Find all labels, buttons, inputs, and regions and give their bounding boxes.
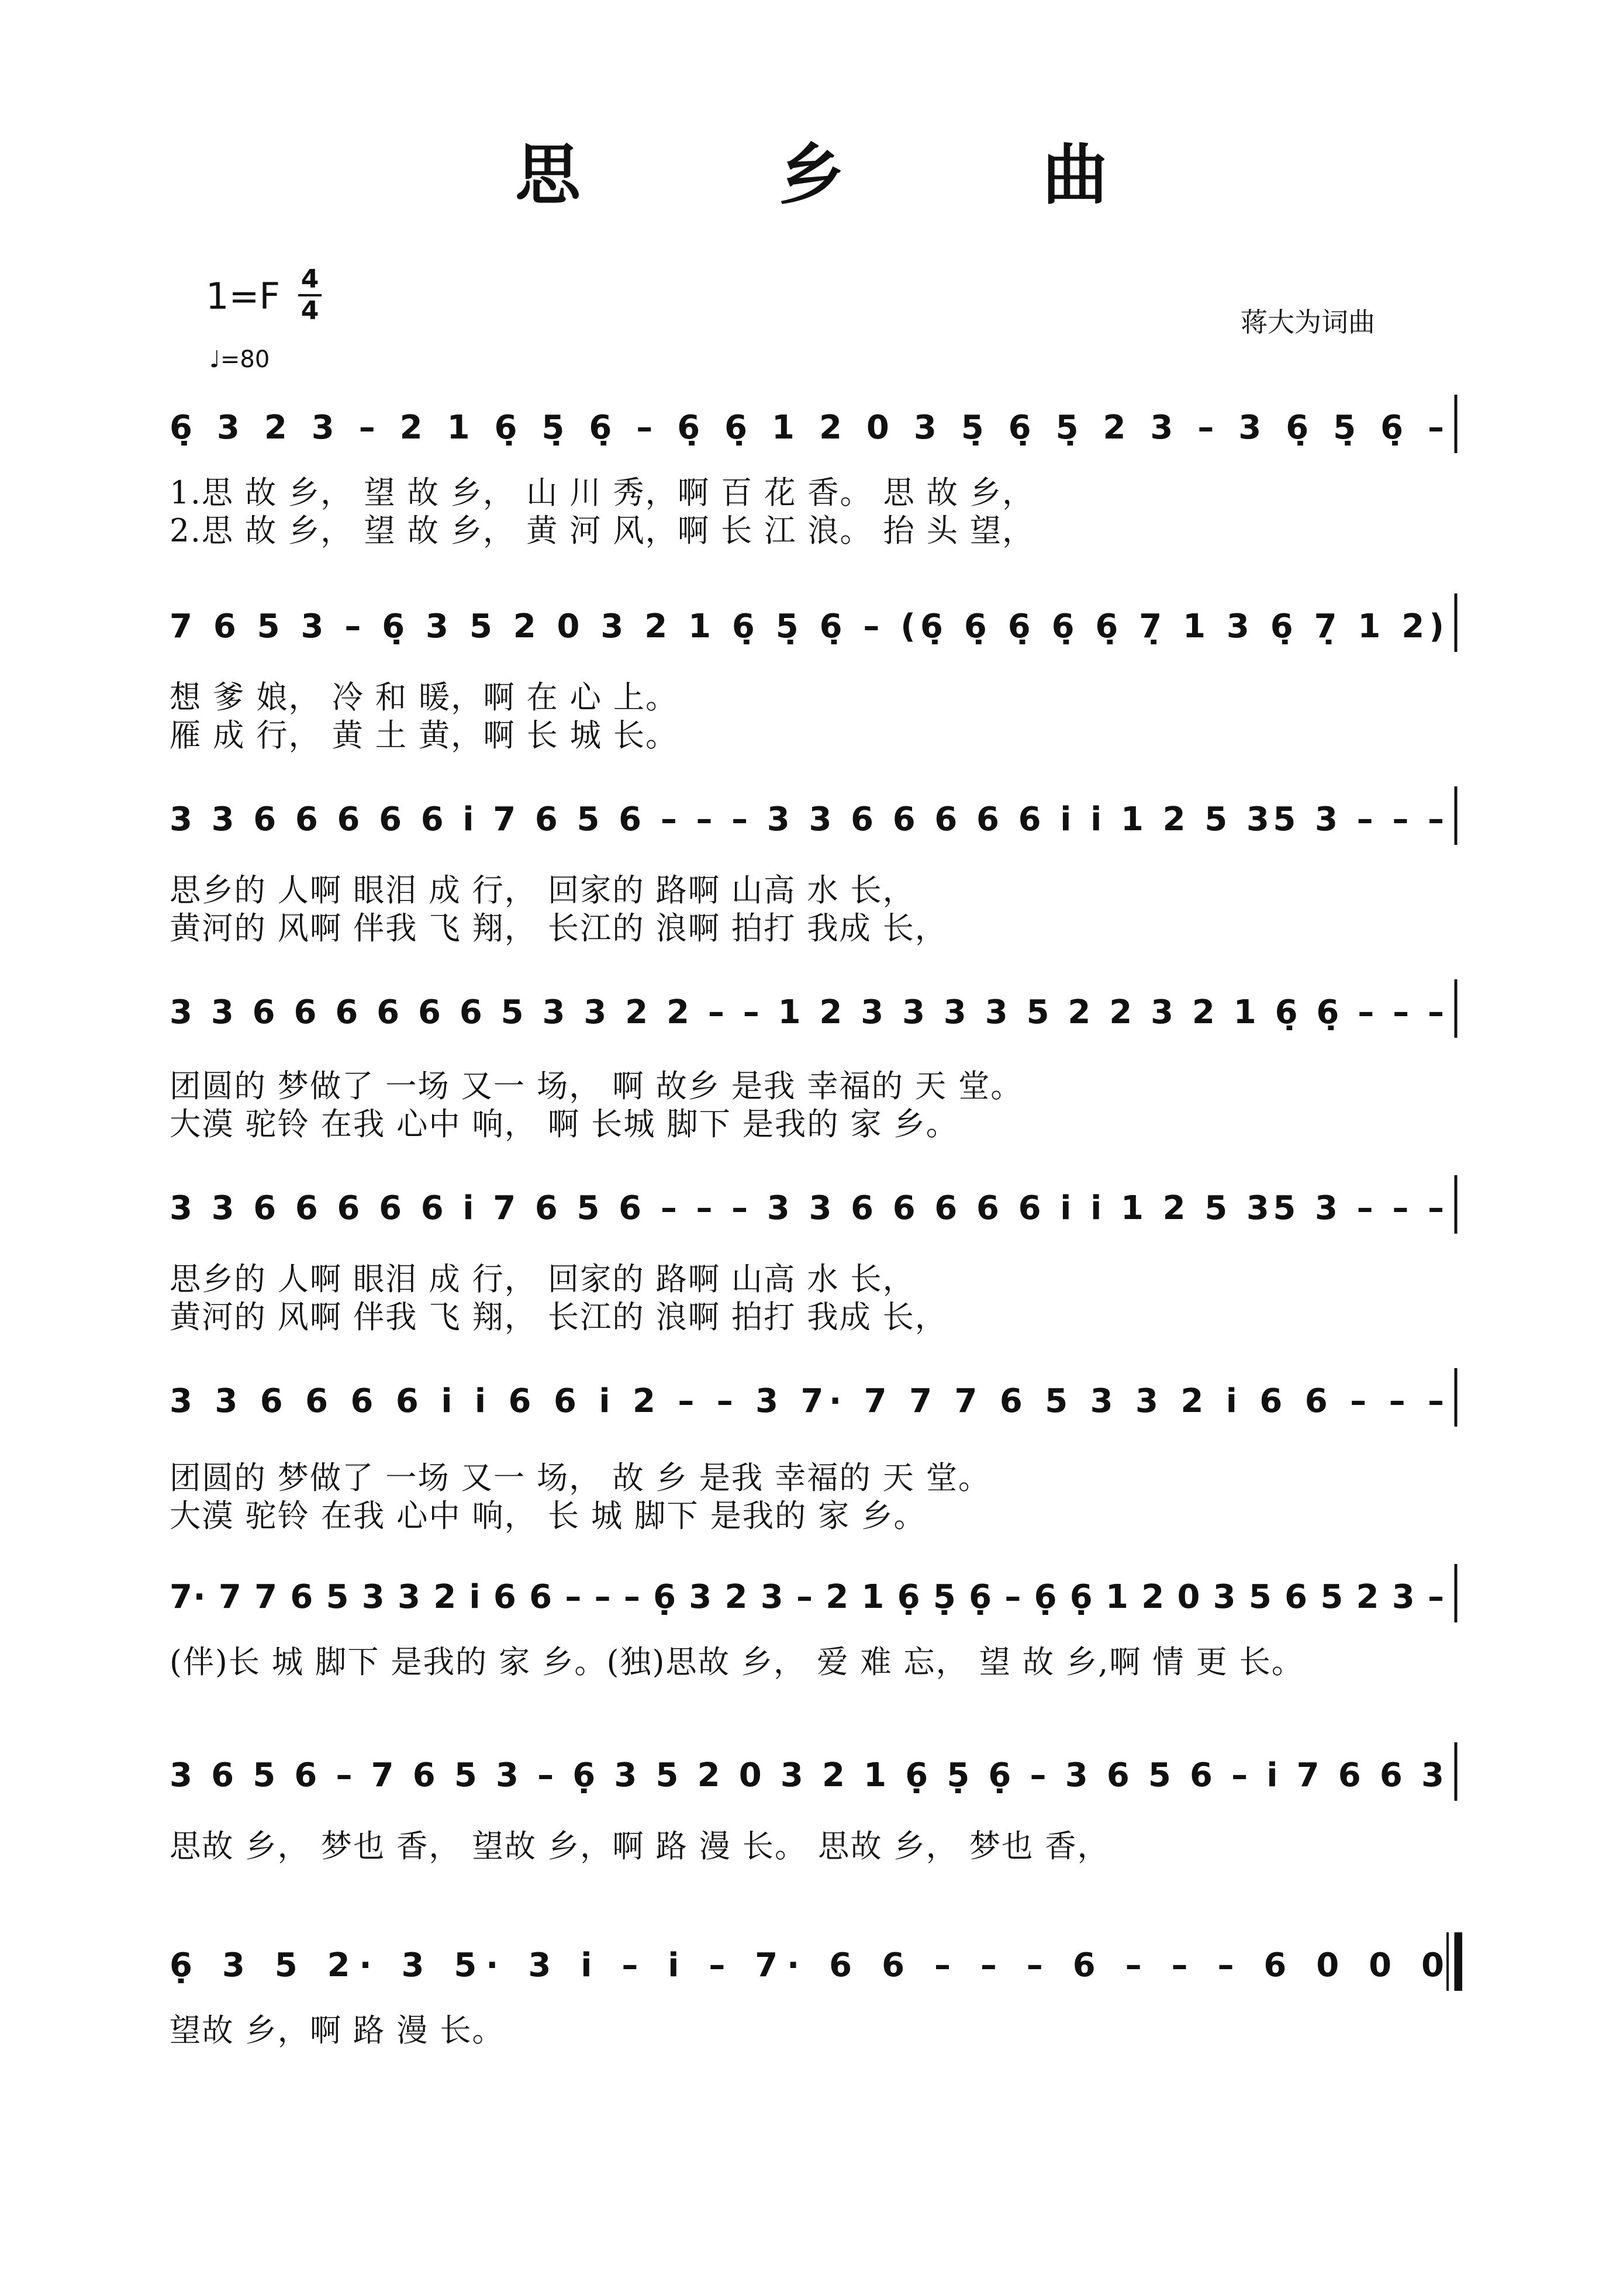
lyric-line: 黄河的 风啊 伴我 飞 翔， 长江的 浪啊 拍打 我成 长，: [170, 910, 948, 947]
notation-row: 6̣ 3 2 3 – 2 1 6̣ 5̣ 6̣ – 6̣ 6̣ 1 2 0 3 5̣ 6̣ 5̣ 2 3 – 3 6̣ 5̣ 6̣ –: [170, 409, 1444, 447]
lyric-line: 2.思 故 乡， 望 故 乡， 黄 河 风，啊 长 江 浪。 抬 头 望，: [170, 512, 1035, 549]
song-title: 思 乡 曲: [515, 137, 1196, 213]
notation-row: 3 3 6 6 6 6 i i 6 6 i 2 – – 3 7· 7 7 7 6 5 3 3 2 i 6 6 – – –: [170, 1382, 1444, 1420]
lyric-line: 团圆的 梦做了 一场 又一 场， 啊 故乡 是我 幸福的 天 堂。: [170, 1068, 1023, 1104]
tempo-marking: ♩=80: [209, 346, 270, 373]
notation-row: 3 6 5 6 – 7 6 5 3 – 6̣ 3 5 2 0 3 2 1 6̣ 5̣ 6̣ – 3 6 5 6 – i 7 6 6 3: [170, 1756, 1445, 1794]
notation-row: 3 3 6 6 6 6 6 i 7 6 5 6 – – – 3 3 6 6 6 6 6 i i 1 2 5 35 3 – – –: [170, 1189, 1445, 1227]
key-signature: 1=F: [206, 275, 281, 317]
lyric-line: 雁 成 行， 黄 土 黄，啊 长 城 长。: [170, 717, 678, 754]
lyric-line: 望故 乡，啊 路 漫 长。: [170, 2012, 505, 2049]
notation-row: 7 6 5 3 – 6̣ 3 5 2 0 3 2 1 6̣ 5̣ 6̣ – (6̣ 6̣ 6̣ 6̣ 6̣ 7̣ 1 3 6̣ 7̣ 1 2): [170, 607, 1444, 645]
notation-row: 6̣ 3 5 2· 3 5· 3 i – i – 7· 6 6 – – – 6 – – – 6 0 0 0: [170, 1946, 1444, 1984]
lyric-line: 思乡的 人啊 眼泪 成 行， 回家的 路啊 山高 水 长，: [170, 872, 915, 909]
lyric-line: (伴)长 城 脚下 是我的 家 乡。(独)思故 乡， 爱 难 忘， 望 故 乡,啊 情 更 长。: [170, 1644, 1304, 1680]
lyric-line: 大漠 驼铃 在我 心中 响， 啊 长城 脚下 是我的 家 乡。: [170, 1106, 959, 1142]
lyric-line: 大漠 驼铃 在我 心中 响， 长 城 脚下 是我的 家 乡。: [170, 1497, 926, 1534]
lyric-line: 思乡的 人啊 眼泪 成 行， 回家的 路啊 山高 水 长，: [170, 1261, 915, 1297]
time-signature-top: 4: [301, 264, 319, 294]
time-signature-bottom: 4: [301, 296, 319, 326]
lyric-line: 黄河的 风啊 伴我 飞 翔， 长江的 浪啊 拍打 我成 长，: [170, 1299, 948, 1335]
lyric-line: 1.思 故 乡， 望 故 乡， 山 川 秀，啊 百 花 香。 思 故 乡，: [170, 474, 1035, 511]
lyric-line: 团圆的 梦做了 一场 又一 场， 故 乡 是我 幸福的 天 堂。: [170, 1459, 991, 1496]
lyric-line: 想 爹 娘， 冷 和 暖，啊 在 心 上。: [170, 679, 678, 716]
notation-row: 3 3 6 6 6 6 6 6 5 3 3 2 2 – – 1 2 3 3 3 3 5 2 2 3 2 1 6̣ 6̣ – – –: [170, 993, 1444, 1031]
notation-row: 3 3 6 6 6 6 6 i 7 6 5 6 – – – 3 3 6 6 6 6 6 i i 1 2 5 35 3 – – –: [170, 800, 1445, 838]
composer-credit: 蒋大为词曲: [1241, 306, 1375, 338]
lyric-line: 思故 乡， 梦也 香， 望故 乡，啊 路 漫 长。 思故 乡， 梦也 香，: [170, 1828, 1110, 1865]
notation-row: 7· 7 7 6 5 3 3 2 i 6 6 – – – 6̣ 3 2 3 – 2 1 6̣ 5̣ 6̣ – 6̣ 6̣ 1 2 0 3 5 6 5 2 3 –: [170, 1578, 1444, 1616]
